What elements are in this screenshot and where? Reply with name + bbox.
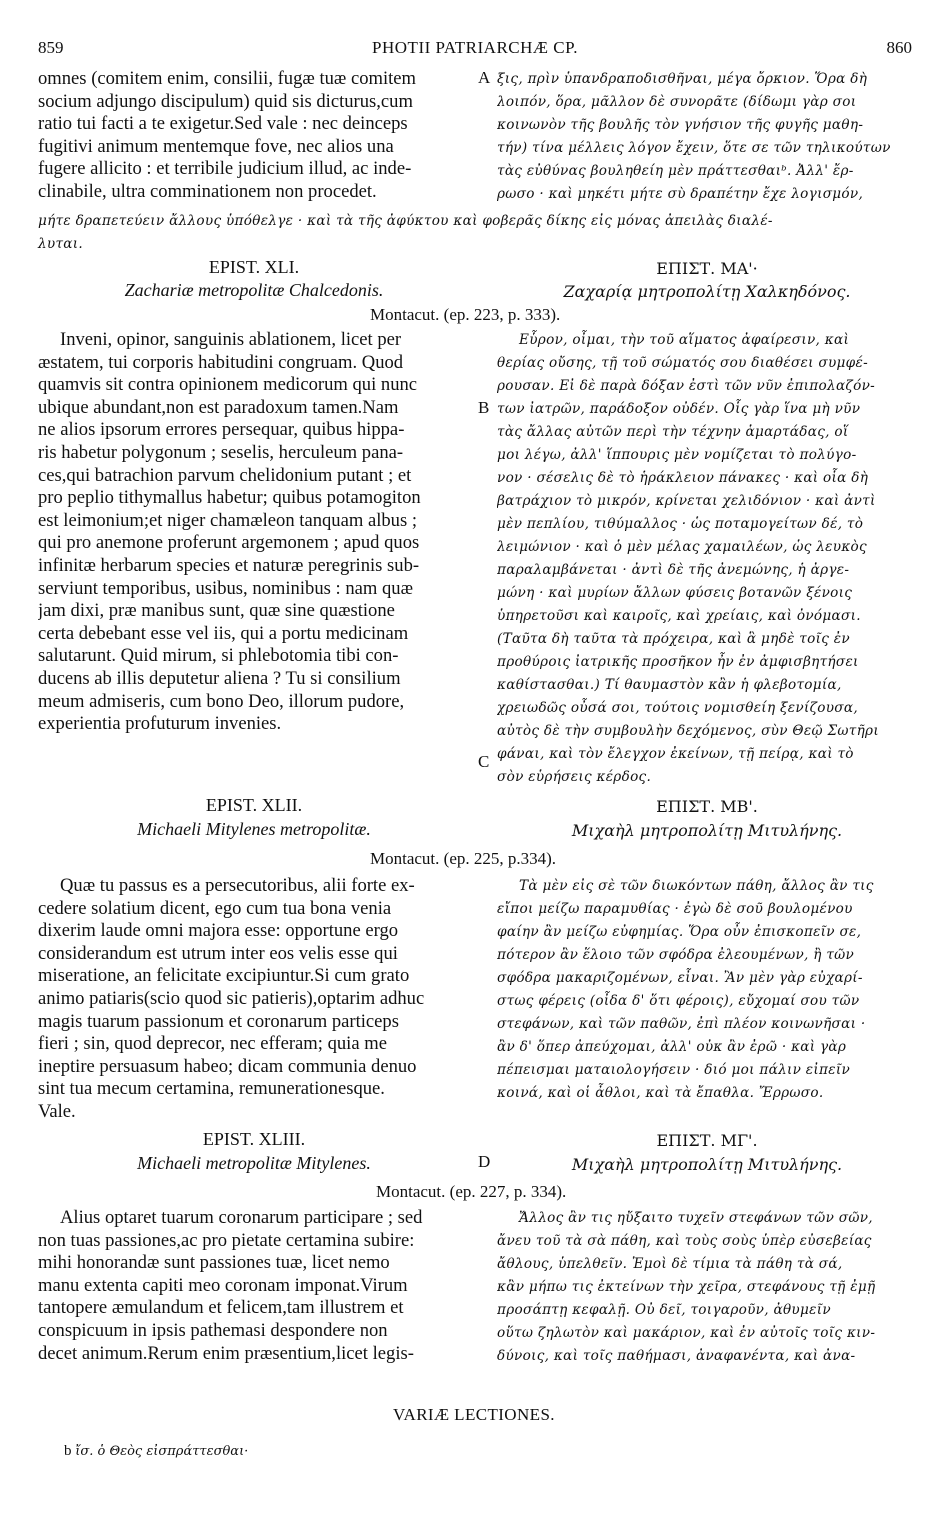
epistle-43-latin-title: EPIST. XLIII. <box>202 1129 306 1149</box>
text-line: ἂν δ' ὅπερ ἀπεύχομαι, ἀλλ' οὐκ ἂν ἐρῶ · καὶ γὰρ <box>497 1039 847 1055</box>
epistle-42-greek-addressee: Μιχαὴλ μητροπολίτῃ Μιτυλήνης. <box>571 821 843 840</box>
text-line: Inveni, opinor, sanguinis ablationem, licet per <box>60 329 402 350</box>
text-line: σφόδρα μακαριζομένων, εἶναι. Ἂν μὲν γὰρ εὐχαρί- <box>497 970 863 986</box>
intro-greek-fullwidth <box>38 210 918 256</box>
text-line: ὑπηρετοῦσι καὶ καιροῖς, καὶ χρείαις, καὶ ὀνόμασι. <box>497 608 861 624</box>
text-line: æstatem, tui corporis habitudini congruam. Quod <box>38 351 404 373</box>
text-line: ducens ab illis deputetur aliena ? Tu si consilium <box>38 667 401 689</box>
text-line: βατράχιον τὸ μικρόν, κρίνεται χελιδόνιον · καὶ ἀντὶ <box>497 493 876 509</box>
epistle-43-greek-title: ΕΠΙΣΤ. ΜΓ'. <box>656 1131 758 1150</box>
text-line: λυται. <box>38 236 84 252</box>
text-line: ineptire persuasum habeo; dicam communia denuo <box>38 1055 417 1077</box>
text-line: est leimonium;et niger chamæleon tanquam albus ; <box>38 509 418 531</box>
text-line: νον · σέσελις δὲ τὸ ἡράκλειον πάνακες · καὶ οἷα δὴ <box>497 470 869 486</box>
text-line: manu extenta capiti meo coronam imponat.Virum <box>38 1274 408 1296</box>
text-line: στεφάνων, καὶ τῶν παθῶν, ἐπὶ πλέον κοινωνῆσαι · <box>497 1016 866 1032</box>
text-line: κοινωνὸν τῆς βουλῆς τὸν γνήσιον τῆς φυγῆς μαθη- <box>497 117 864 133</box>
text-line: certa debebant esse vel iis, qui a portu medicinam <box>38 622 409 644</box>
text-line: considerandum est utrum inter eos velis esse qui <box>38 942 398 964</box>
text-line: τὰς εὐθύνας βουληθείη μὲν πράττεσθαιᵇ. Ἀλλ' ἔρ- <box>497 163 854 179</box>
epistle-43-greek-text <box>497 1207 917 1368</box>
text-line: προσάπτῃ κεφαλῇ. Οὐ δεῖ, τοιγαροῦν, ἀθυμεῖν <box>497 1302 831 1318</box>
footnote-mark: b <box>64 1443 72 1459</box>
text-line: quamvis sit contra opinionem medicorum qui nunc <box>38 374 418 396</box>
text-line: non tuas passiones,ac pro pietate certamina subire: <box>38 1229 415 1251</box>
text-line: στως φέρεις (οἶδα δ' ὅτι φέροις), εὔχομαί σου τῶν <box>497 993 860 1009</box>
text-line: fugitivi animum mentemque fove, nec alios una <box>38 135 394 157</box>
epistle-41-greek-addressee: Ζαχαρίᾳ μητροπολίτῃ Χαλκηδόνος. <box>563 282 851 301</box>
intro-greek-text <box>497 68 917 206</box>
text-line: ubique abundant,non est paradoxum tamen.Nam <box>38 396 399 418</box>
text-line: μὲν πεπλίου, τιθύμαλλος · ὡς ποταμογείτων δέ, τὸ <box>497 516 864 532</box>
text-line: τὰς ἄλλας αὐτῶν περὶ τὴν τέχνην ἁμαρτάδας, οἵ <box>497 424 849 440</box>
text-line: socium adjungo discipulum) quid sis dicturus,cum <box>38 90 413 112</box>
text-line: εἴποι μείζω παραμυθίας · ἐγὼ δὲ σοῦ βουλομένου <box>497 901 853 917</box>
text-line: σὸν εὑρήσεις κέρδος. <box>497 769 652 785</box>
text-line: magis tuarum passionum et coronarum particeps <box>38 1010 399 1032</box>
footnote-text: ἴσ. ὁ Θεὸς εἰσπράττεσθαι· <box>75 1444 249 1459</box>
text-line: λειμώνιον · καὶ ὁ μὲν μέλας χαμαιλέων, ὡς λευκὸς <box>497 539 867 555</box>
text-line: φαίην ἂν μείζω εὐφημίας. Ὅρα οὖν ἐπισκοπεῖν σε, <box>497 924 862 940</box>
text-line: jam dixi, præ manibus sunt, quæ sine quæstione <box>38 600 395 622</box>
margin-marker-d: D <box>478 1152 491 1171</box>
margin-marker-c: C <box>478 752 490 771</box>
epistle-43-source: Montacut. (ep. 227, p. 334). <box>376 1182 567 1201</box>
text-line: meum admiseris, cum bono Deo, illorum pudore, <box>38 690 405 712</box>
epistle-42-latin-addressee: Michaeli Mitylenes metropolitæ. <box>137 819 371 839</box>
text-line: ἄθλους, ὑπελθεῖν. Ἐμοὶ δὲ τίμια τὰ πάθη τὰ σά, <box>497 1256 843 1272</box>
text-line: πέπεισμαι ματαιολογήσειν · διό μοι πάλιν εἰπεῖν <box>497 1062 851 1078</box>
text-line: ἄνευ τοῦ τὰ σὰ πάθη, καὶ τοὺς σοὺς ὑπὲρ εὐσεβείας <box>497 1233 872 1249</box>
text-line: κἂν μήπω τις ἐκτείνων τὴν χεῖρα, στεφάνους τῇ ἐμῇ <box>497 1279 876 1295</box>
text-line: προθύροις ἰατρικῆς προσῆκον ἦν ἐν ἀμφισβητήσει <box>497 654 859 670</box>
text-line: serviunt temporibus, usibus, nominibus : nam quæ <box>38 577 413 599</box>
text-line: καθίστασθαι.) Τί θαυμαστὸν κἂν ἡ φλεβοτομία, <box>497 677 842 693</box>
text-line: Τὰ μὲν εἰς σὲ τῶν διωκόντων πάθη, ἄλλος ἂν τις <box>519 878 874 894</box>
text-line: αὐτὸς δὲ τὴν συμβουλὴν δεχόμενος, σὺν Θεῷ Σωτῆρι <box>497 723 879 739</box>
text-line: clinabile, ultra comminationem non procedet. <box>38 180 377 202</box>
margin-marker-b: B <box>478 398 490 417</box>
epistle-43-latin-addressee: Michaeli metropolitæ Mitylenes. <box>137 1153 371 1173</box>
epistle-42-greek-text <box>497 875 917 1105</box>
text-line: Quæ tu passus es a persecutoribus, alii forte ex- <box>60 875 415 896</box>
text-line: ρουσαν. Εἰ δὲ παρὰ δόξαν ἐστὶ τῶν νῦν ἐπιπολαζόν- <box>497 378 876 394</box>
page-number-left: 859 <box>38 38 64 57</box>
text-line: sint tua mecum certamina, remunerationesque. <box>38 1078 385 1100</box>
text-line: Εὗρον, οἶμαι, τὴν τοῦ αἵματος ἀφαίρεσιν, καὶ <box>519 332 850 348</box>
text-line: παραλαμβάνεται · ἀντὶ δὲ τῆς ἀνεμώνης, ἡ ἀργε- <box>497 562 850 578</box>
page-number-right: 860 <box>886 38 912 57</box>
epistle-42-latin-title: EPIST. XLII. <box>205 795 303 815</box>
text-line: Ἄλλος ἂν τις ηὔξαιτο τυχεῖν στεφάνων τῶν σῶν, <box>519 1210 873 1226</box>
text-line: ris habetur polygonum ; seselis, herculeum pana- <box>38 441 404 463</box>
text-line: οὕτω ζηλωτὸν καὶ μακάριον, καὶ ἐν αὐτοῖς τοῖς κιν- <box>497 1325 876 1341</box>
text-line: των ἰατρῶν, παράδοξον οὐδέν. Οἷς γὰρ ἵνα μὴ νῦν <box>497 401 861 417</box>
margin-marker-a: A <box>478 68 491 87</box>
text-line: μήτε δραπετεύειν ἄλλους ὑπόθελγε · καὶ τὰ τῆς ἀφύκτου καὶ φοβερᾶς δίκης εἰς μόνας ἀπειλὰς διαλέ- <box>38 213 773 229</box>
text-line: μώνη · καὶ μυρίων ἄλλων φύσεις βοτανῶν ξένοις <box>497 585 853 601</box>
text-line: ξις, πρὶν ὑπανδραποδισθῆναι, μέγα ὄρκιον. Ὅρα δὴ <box>497 71 868 87</box>
epistle-41-latin-text <box>38 329 470 736</box>
text-line: (Ταῦτα δὴ ταῦτα τὰ πρόχειρα, καὶ ἃ μηδὲ τοῖς ἐν <box>497 631 850 647</box>
running-head-title: PHOTII PATRIARCHÆ CP. <box>372 38 578 57</box>
text-line: κοινά, καὶ οἱ ἆθλοι, καὶ τὰ ἔπαθλα. Ἔρρωσο. <box>497 1085 824 1101</box>
epistle-41-latin-addressee: Zachariæ metropolitæ Chalcedonis. <box>124 280 384 300</box>
epistle-41-latin-title: EPIST. XLI. <box>208 257 300 277</box>
text-line: Alius optaret tuarum coronarum participare ; sed <box>60 1207 423 1228</box>
epistle-41-greek-title: ΕΠΙΣΤ. ΜΑ'· <box>656 259 758 278</box>
epistle-42-greek-title: ΕΠΙΣΤ. ΜΒ'. <box>656 797 758 816</box>
text-line: decet animum.Rerum enim præsentium,licet legis- <box>38 1342 414 1364</box>
text-line: mihi honorandæ sunt passiones tuæ, licet nemo <box>38 1252 390 1274</box>
text-line: pro peplio tithymallus habetur; quibus potamogiton <box>38 487 421 509</box>
text-line: ne alios ipsorum errores persequar, quibus hippa- <box>38 419 405 441</box>
epistle-42-latin-text <box>38 875 470 1124</box>
intro-latin-text <box>38 68 470 204</box>
text-line: Vale. <box>38 1100 76 1122</box>
text-line: μοι λέγω, ἀλλ' ἵππουρις μὲν νομίζεται τὸ πολύγο- <box>497 447 857 463</box>
epistle-42-source: Montacut. (ep. 225, p.334). <box>370 849 557 868</box>
epistle-43-greek-addressee: Μιχαὴλ μητροπολίτῃ Μιτυλήνης. <box>571 1155 843 1174</box>
footnote <box>64 1443 248 1460</box>
variae-lectiones-heading: VARIÆ LECTIONES. <box>393 1405 555 1424</box>
text-line: tantopere æmulandum et felicem,tam illustrem et <box>38 1297 404 1319</box>
text-line: dixerim laude omni majora esse: opportune ergo <box>38 920 399 942</box>
text-line: conspicuum in ipsis pathemasi despondere non <box>38 1319 388 1341</box>
running-header <box>38 38 912 60</box>
text-line: λοιπόν, ὅρα, μᾶλλον δὲ συνορᾶτε (δίδωμι γὰρ σοι <box>497 94 857 110</box>
text-line: τήν) τίνα μέλλεις λόγον ἔχειν, ὅτε σε τῶν τηλικούτων <box>497 140 891 156</box>
text-line: fugere allicito : et terribile judicium illud, ac inde- <box>38 158 412 180</box>
text-line: cedere solatium dicent, ego cum tua bona venia <box>38 897 392 919</box>
text-line: ρωσο · καὶ μηκέτι μήτε σὺ δραπέτην ἔχε λογισμόν, <box>497 186 864 202</box>
epistle-41-greek-text <box>497 329 917 789</box>
text-line: φάναι, καὶ τὸν ἔλεγχον ἐκείνων, τῇ πείρᾳ, καὶ τὸ <box>497 746 854 762</box>
text-line: salutarunt. Quid mirum, si phlebotomia tibi con- <box>38 645 399 667</box>
text-line: θερίας οὔσης, τῇ τοῦ σώματός σου διαθέσει συμφέ- <box>497 355 868 371</box>
text-line: ratio tui facti a te exigetur.Sed vale : nec deinceps <box>38 113 408 135</box>
text-line: fieri ; sin, quod deprecor, nec efferam; quia me <box>38 1033 387 1055</box>
epistle-41-source: Montacut. (ep. 223, p. 333). <box>370 305 561 324</box>
text-line: miseratione, an felicitate excipiuntur.Si cum grato <box>38 965 410 987</box>
text-line: χρειωδῶς οὖσά σοι, τούτοις νομισθείη ξενίζουσα, <box>497 700 858 716</box>
text-line: δύνοις, καὶ τοῖς παθήμασι, ἀναφανέντα, καὶ ἀνα- <box>497 1348 856 1364</box>
text-line: qui pro anemone proferunt argemonem ; apud quos <box>38 532 420 554</box>
text-line: infinitæ herbarum species et naturæ peregrinis sub- <box>38 554 420 576</box>
text-line: experientia profuturum invenies. <box>38 713 282 735</box>
text-line: πότερον ἂν ἕλοιο τῶν σφόδρα ἐλεουμένων, ἢ τῶν <box>497 947 855 963</box>
text-line: animo patiaris(scio quod sic patieris),optarim adhuc <box>38 987 425 1009</box>
epistle-43-latin-text <box>38 1207 470 1365</box>
text-line: ces,qui batrachion parvum chelidonium putant ; et <box>38 464 412 486</box>
text-line: omnes (comitem enim, consilii, fugæ tuæ comitem <box>38 68 417 89</box>
